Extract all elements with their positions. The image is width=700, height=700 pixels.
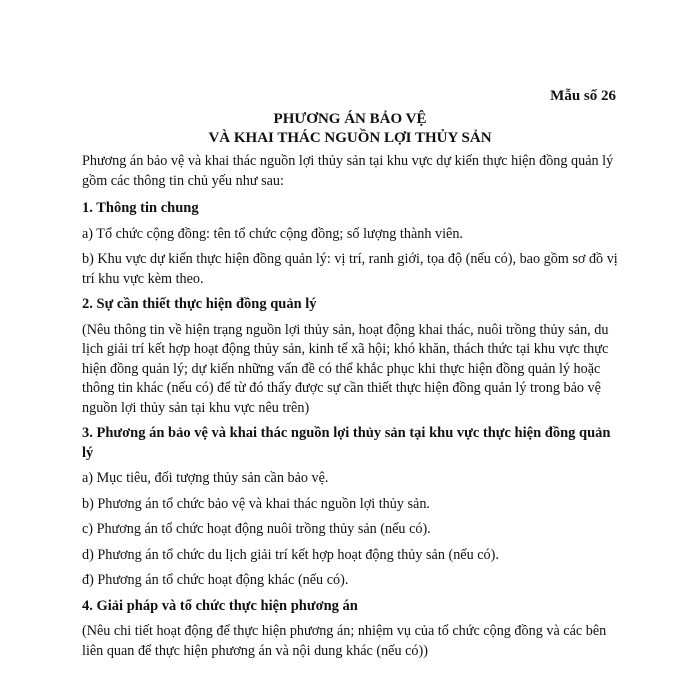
intro-paragraph: Phương án bảo vệ và khai thác nguồn lợi thủy sản tại khu vực dự kiến thực hiện đồng quản lý gồm các thông tin chủ yếu như sau: <box>82 153 614 189</box>
section-3-item-c: c) Phương án tổ chức hoạt động nuôi trồng thủy sản (nếu có). <box>82 521 431 537</box>
section-4-heading: 4. Giải pháp và tổ chức thực hiện phương án <box>82 597 358 614</box>
section-3-heading: 3. Phương án bảo vệ và khai thác nguồn lợi thủy sản tại khu vực thực hiện đồng quản lý <box>82 425 611 461</box>
section-3-item-d: d) Phương án tổ chức du lịch giải trí kết hợp hoạt động thủy sản (nếu có). <box>82 546 499 563</box>
title-line-2: VÀ KHAI THÁC NGUỒN LỢI THỦY SẢN <box>208 130 492 146</box>
section-3-item-dd: đ) Phương án tổ chức hoạt động khác (nếu có). <box>82 572 349 588</box>
section-1-item-a: a) Tổ chức cộng đồng: tên tổ chức cộng đồng; số lượng thành viên. <box>82 225 463 242</box>
title-line-1: PHƯƠNG ÁN BẢO VỆ <box>273 111 427 127</box>
document-body <box>82 152 622 667</box>
section-2-note: (Nêu thông tin về hiện trạng nguồn lợi thủy sản, hoạt động khai thác, nuôi trồng thủy sản, du lịch giải trí kết hợp hoạt động thủy sản, kinh tế xã hội; khó khăn, thách thức tại khu vực thực hiện đồng quản lý; dự kiến những vấn đề có thể khắc phục khi thực hiện đồng quản lý hoặc thông tin khác (nếu có) để từ đó thấy được sự cần thiết thực hiện đồng quản lý trong bảo vệ nguồn lợi thủy sản tại khu vực nêu trên) <box>82 321 609 416</box>
section-2-heading: 2. Sự cần thiết thực hiện đồng quản lý <box>82 296 317 312</box>
section-4-note: (Nêu chi tiết hoạt động để thực hiện phương án; nhiệm vụ của tổ chức cộng đồng và các bên liên quan để thực hiện phương án và nội dung khác (nếu có)) <box>82 623 607 659</box>
section-3-item-b: b) Phương án tổ chức bảo vệ và khai thác nguồn lợi thủy sản. <box>82 495 430 512</box>
document-title <box>0 110 700 148</box>
form-number: Mẫu số 26 <box>550 88 616 104</box>
section-3-item-a: a) Mục tiêu, đối tượng thủy sản cần bảo vệ. <box>82 470 329 486</box>
section-1-heading: 1. Thông tin chung <box>82 200 199 216</box>
section-1-item-b: b) Khu vực dự kiến thực hiện đồng quản lý: vị trí, ranh giới, tọa độ (nếu có), bao gồm sơ đồ vị trí khu vực kèm theo. <box>82 251 618 287</box>
